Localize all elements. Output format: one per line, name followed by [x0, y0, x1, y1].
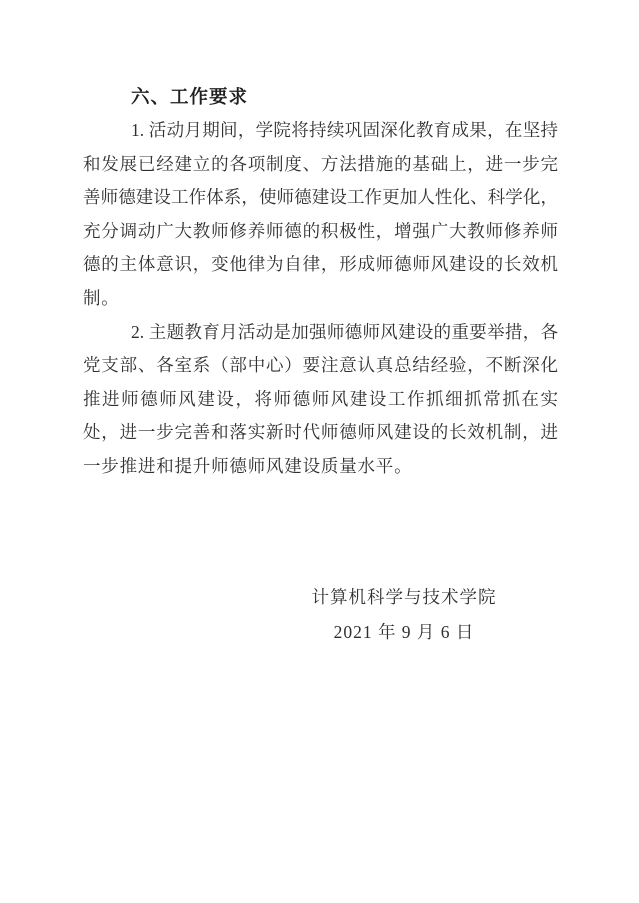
- paragraph-2-line: 2. 主题教育月活动是加强师德师风建设的重要举措，各: [131, 321, 558, 342]
- signature-block: [250, 580, 558, 650]
- paragraph-2-line: 推进师德师风建设，将师德师风建设工作抓细抓常抓在实: [83, 388, 558, 409]
- paragraph-1: [83, 114, 558, 316]
- paragraph-1-line: 1. 活动月期间，学院将持续巩固深化教育成果，在坚持: [131, 120, 558, 140]
- section-heading: 六、工作要求: [131, 86, 249, 107]
- paragraph-1-line: 善师德建设工作体系，使师德建设工作更加人性化、科学化，: [83, 187, 558, 208]
- paragraph-1-line: 德的主体意识，变他律为自律，形成师德师风建设的长效机: [83, 254, 558, 275]
- paragraph-2-line: 一步推进和提升师德师风建设质量水平。: [83, 455, 413, 476]
- signature-organization: 计算机科学与技术学院: [311, 586, 497, 607]
- paragraph-1-line: 充分调动广大教师修养师德的积极性，增强广大教师修养师: [83, 220, 558, 241]
- paragraph-1-line: 制。: [83, 287, 120, 308]
- paragraph-1-line: 和发展已经建立的各项制度、方法措施的基础上，进一步完: [83, 153, 558, 174]
- paragraph-2-line: 处，进一步完善和落实新时代师德师风建设的长效机制，进: [83, 422, 558, 443]
- document-content: [83, 80, 558, 650]
- signature-date: 2021 年 9 月 6 日: [333, 621, 475, 642]
- paragraph-2: [83, 316, 558, 484]
- paragraph-2-line: 党支部、各室系（部中心）要注意认真总结经验，不断深化: [83, 355, 558, 376]
